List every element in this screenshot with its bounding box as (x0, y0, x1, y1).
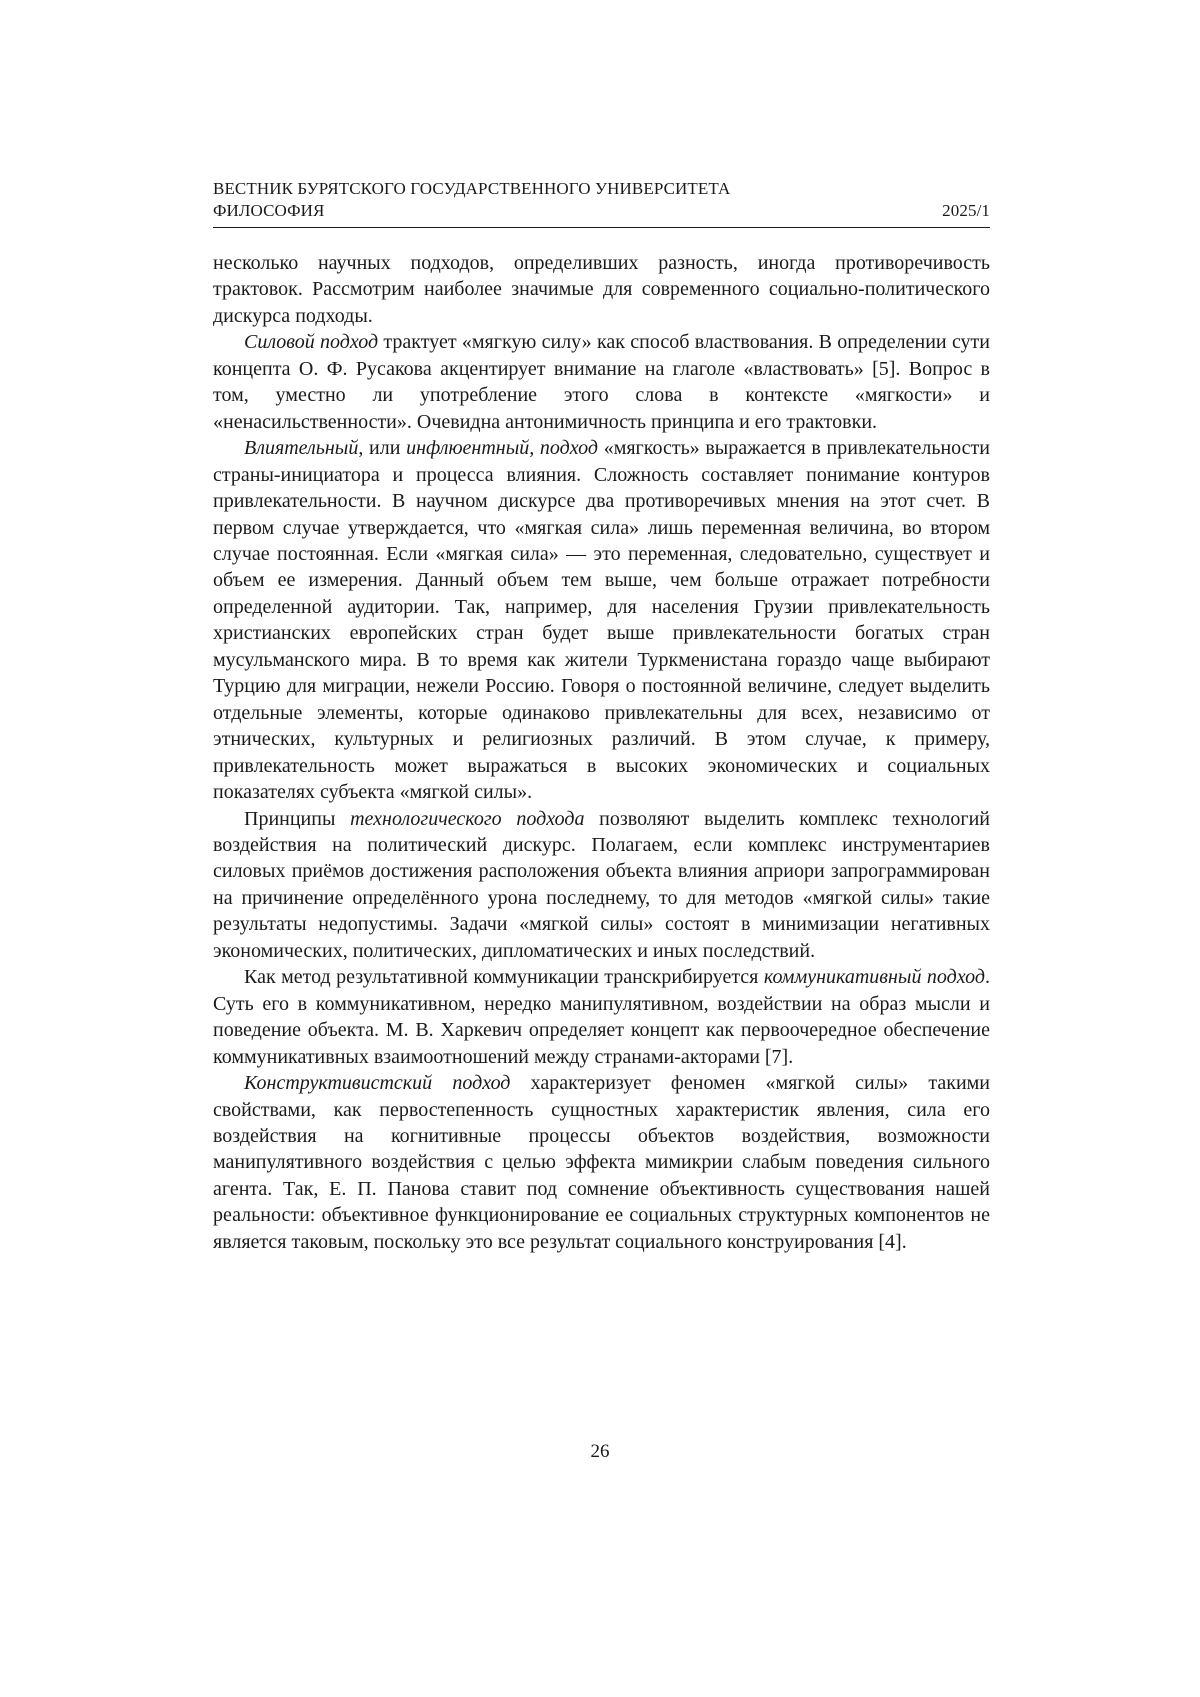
paragraph-text: Принципы (244, 808, 350, 830)
paragraph-influence-approach (213, 435, 990, 805)
paragraph-communicative-approach (213, 964, 990, 1070)
running-header (213, 178, 990, 228)
page (213, 178, 990, 1255)
term-communicative-approach: коммуникатив­ный подход (764, 966, 985, 988)
article-body (213, 250, 990, 1255)
paragraph-text: трактует «мягкую силу» как способ властвования. В опреде­лении сути концепта О. Ф. Русакова акцентирует внимание на глаголе «властво­вать» [5]. Вопрос в том, уместно ли употребление этого слова в контексте «мягкости» и «ненасильственности». Очевидна антонимичность принципа и его трактовки. (213, 331, 990, 432)
term-constructivist-approach: Конструктивистский подход (244, 1072, 510, 1094)
section-name: ФИЛОСОФИЯ (213, 200, 325, 222)
paragraph-continuation: несколько научных подходов, определивших разность, иногда противоречивость трактовок. Рассмотрим наиболее значимые для современного социально-поли­ти­ческого дискурса подходы. (213, 250, 990, 329)
journal-title: ВЕСТНИК БУРЯТСКОГО ГОСУДАРСТВЕННОГО УНИВЕРСИТЕТА (213, 178, 990, 200)
paragraph-text: . Суть его в коммуникативном, нередко манипулятивном, воздей­ствии на образ мысли и поведение объекта. М. В. Харкевич определяет концепт как первоочередное обеспечение коммуникативных взаимоотношений между странами-акторами [7]. (213, 966, 990, 1067)
issue-number: 2025/1 (942, 200, 990, 222)
paragraph-constructivist-approach (213, 1070, 990, 1255)
paragraph-text: Как метод результативной коммуникации транскрибируется (244, 966, 764, 988)
header-row (213, 200, 990, 222)
paragraph-text: характеризует феномен «мягкой силы» такими свойствами, как первостепенность сущностных характеристик явления, сила его воздействия на когнитивные процессы объектов воздействия, возможности манипулятивного воздействия с целью эффекта мимикрии слабым поведения сильного агента. Так, Е. П. Панова ставит под сомнение объективность суще­ствования нашей реальности: объективное функционирование ее социальных структурных компонентов не является таковым, поскольку это все результат социального конструирования [4]. (213, 1072, 990, 1253)
paragraph-technological-approach (213, 806, 990, 965)
paragraph-text: «мягкость» выражается в привлека­тельности страны-инициатора и процесса влияния. Сложность составляет пони­мание контуров привлекательности. В научном дискурсе два противоречивых мнения на этот счет. В первом случае утверждается, что «мягкая сила» лишь переменная величина, во втором случае постоянная. Если «мягкая сила» — это переменная, следовательно, существует и объем ее измерения. Данный объем тем выше, чем больше отражает потребности определенной аудитории. Так, например, для населения Грузии привлекательность христианских европейских стран будет выше привлекательности богатых стран мусульманского мира. В то время как жители Туркменистана гораздо чаще выбирают Турцию для миграции, нежели Россию. Говоря о постоянной величине, следует выделить отдельные элементы, которые одинаково привлекательны для всех, независимо от этнических, куль­турных и религиозных различий. В этом случае, к примеру, привлекательность может выражаться в высоких экономических и социальных показателях субъекта «мягкой силы». (213, 437, 990, 803)
paragraph-text: , или (358, 437, 406, 459)
page-number: 26 (0, 1440, 1200, 1464)
term-power-approach: Силовой подход (244, 331, 378, 353)
paragraph-power-approach (213, 329, 990, 435)
term-technological-approach: технологического подхода (350, 808, 584, 830)
term-influential: Влиятельный (244, 437, 358, 459)
paragraph-text: позволяют выделить комплекс техно­логий воздействия на политический дискурс. Полагаем, если комплекс инстру­ментариев силовых приёмов достижения расположения объекта влияния априори запрограммирован на причинение определённого урона последнему, то для методов «мягкой силы» такие результаты недопустимы. Задачи «мягкой силы» состоят в минимизации негативных экономических, политических, дипломатиче­ских и иных последствий. (213, 808, 990, 962)
header-divider (213, 227, 990, 228)
term-influent-approach: инфлюентный, подход (406, 437, 598, 459)
